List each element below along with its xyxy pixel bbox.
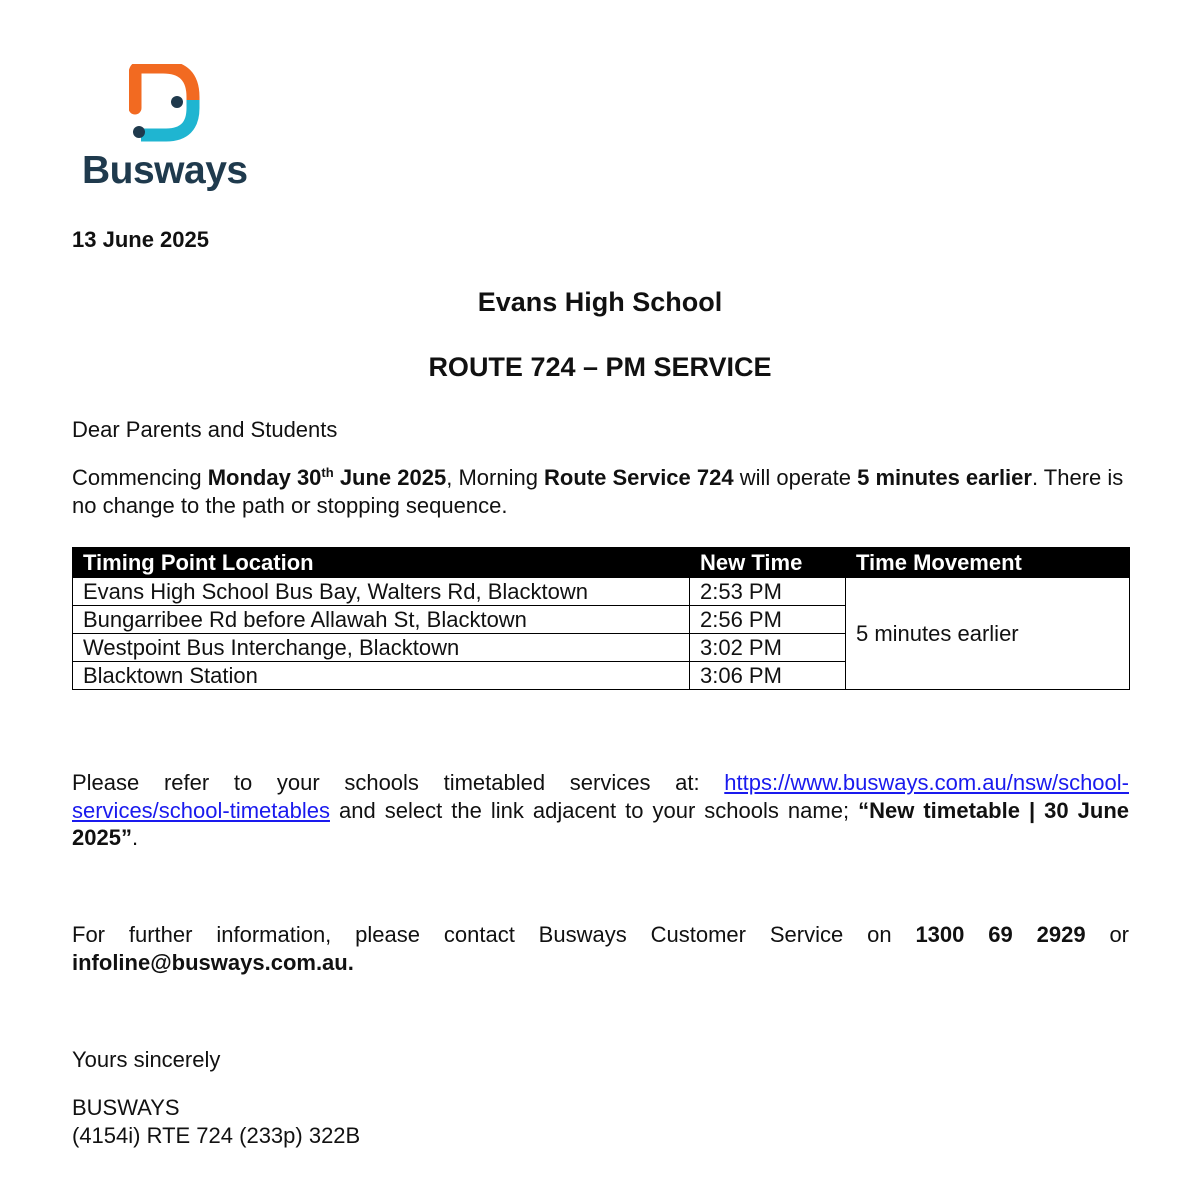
header-location: Timing Point Location — [73, 548, 690, 578]
salutation: Dear Parents and Students — [72, 417, 338, 442]
reference-code: (4154i) RTE 724 (233p) 322B — [72, 1123, 361, 1148]
school-title: Evans High School — [477, 287, 723, 317]
phone-number: 1300 69 2929 — [915, 922, 1086, 947]
header-time-movement: Time Movement — [846, 548, 1130, 578]
letter-date: 13 June 2025 — [72, 227, 209, 252]
header-new-time: New Time — [690, 548, 846, 578]
row-time: 3:02 PM — [690, 634, 846, 662]
table-row — [73, 578, 1130, 606]
signoff: BUSWAYS — [72, 1095, 180, 1120]
timing-table — [72, 547, 1130, 690]
intro-paragraph: Commencing Monday 30th June 2025, Morning Route Service 724 will operate 5 minutes earlier. There is no change to the path or stopping sequence. — [72, 465, 1124, 518]
route-title: ROUTE 724 – PM SERVICE — [428, 352, 772, 382]
table-header-row — [73, 548, 1130, 578]
row-time: 3:06 PM — [690, 662, 846, 690]
contact-paragraph: For further information, please contact Busways Customer Service on 1300 69 2929 or infoline@busways.com.au. — [72, 922, 1130, 975]
row-time: 2:53 PM — [690, 578, 846, 606]
row-location: Evans High School Bus Bay, Walters Rd, Blacktown — [73, 578, 690, 606]
timetable-paragraph: Please refer to your schools timetabled services at: https://www.busways.com.au/nsw/school-services/school-timetables and select the link adjacent to your schools name; “New timetable | 30 June 2025”. — [72, 770, 1129, 850]
email-address: infoline@busways.com.au. — [72, 949, 354, 975]
busways-logo-icon — [129, 64, 201, 142]
busways-wordmark: Busways — [82, 149, 248, 192]
time-movement-cell: 5 minutes earlier — [846, 578, 1130, 690]
row-location: Blacktown Station — [73, 662, 690, 690]
row-location: Bungarribee Rd before Allawah St, Blacktown — [73, 606, 690, 634]
closing: Yours sincerely — [72, 1047, 221, 1072]
row-time: 2:56 PM — [690, 606, 846, 634]
timetable-link[interactable]: https://www.busways.com.au/nsw/school-services/school-timetables — [72, 770, 1129, 823]
row-location: Westpoint Bus Interchange, Blacktown — [73, 634, 690, 662]
